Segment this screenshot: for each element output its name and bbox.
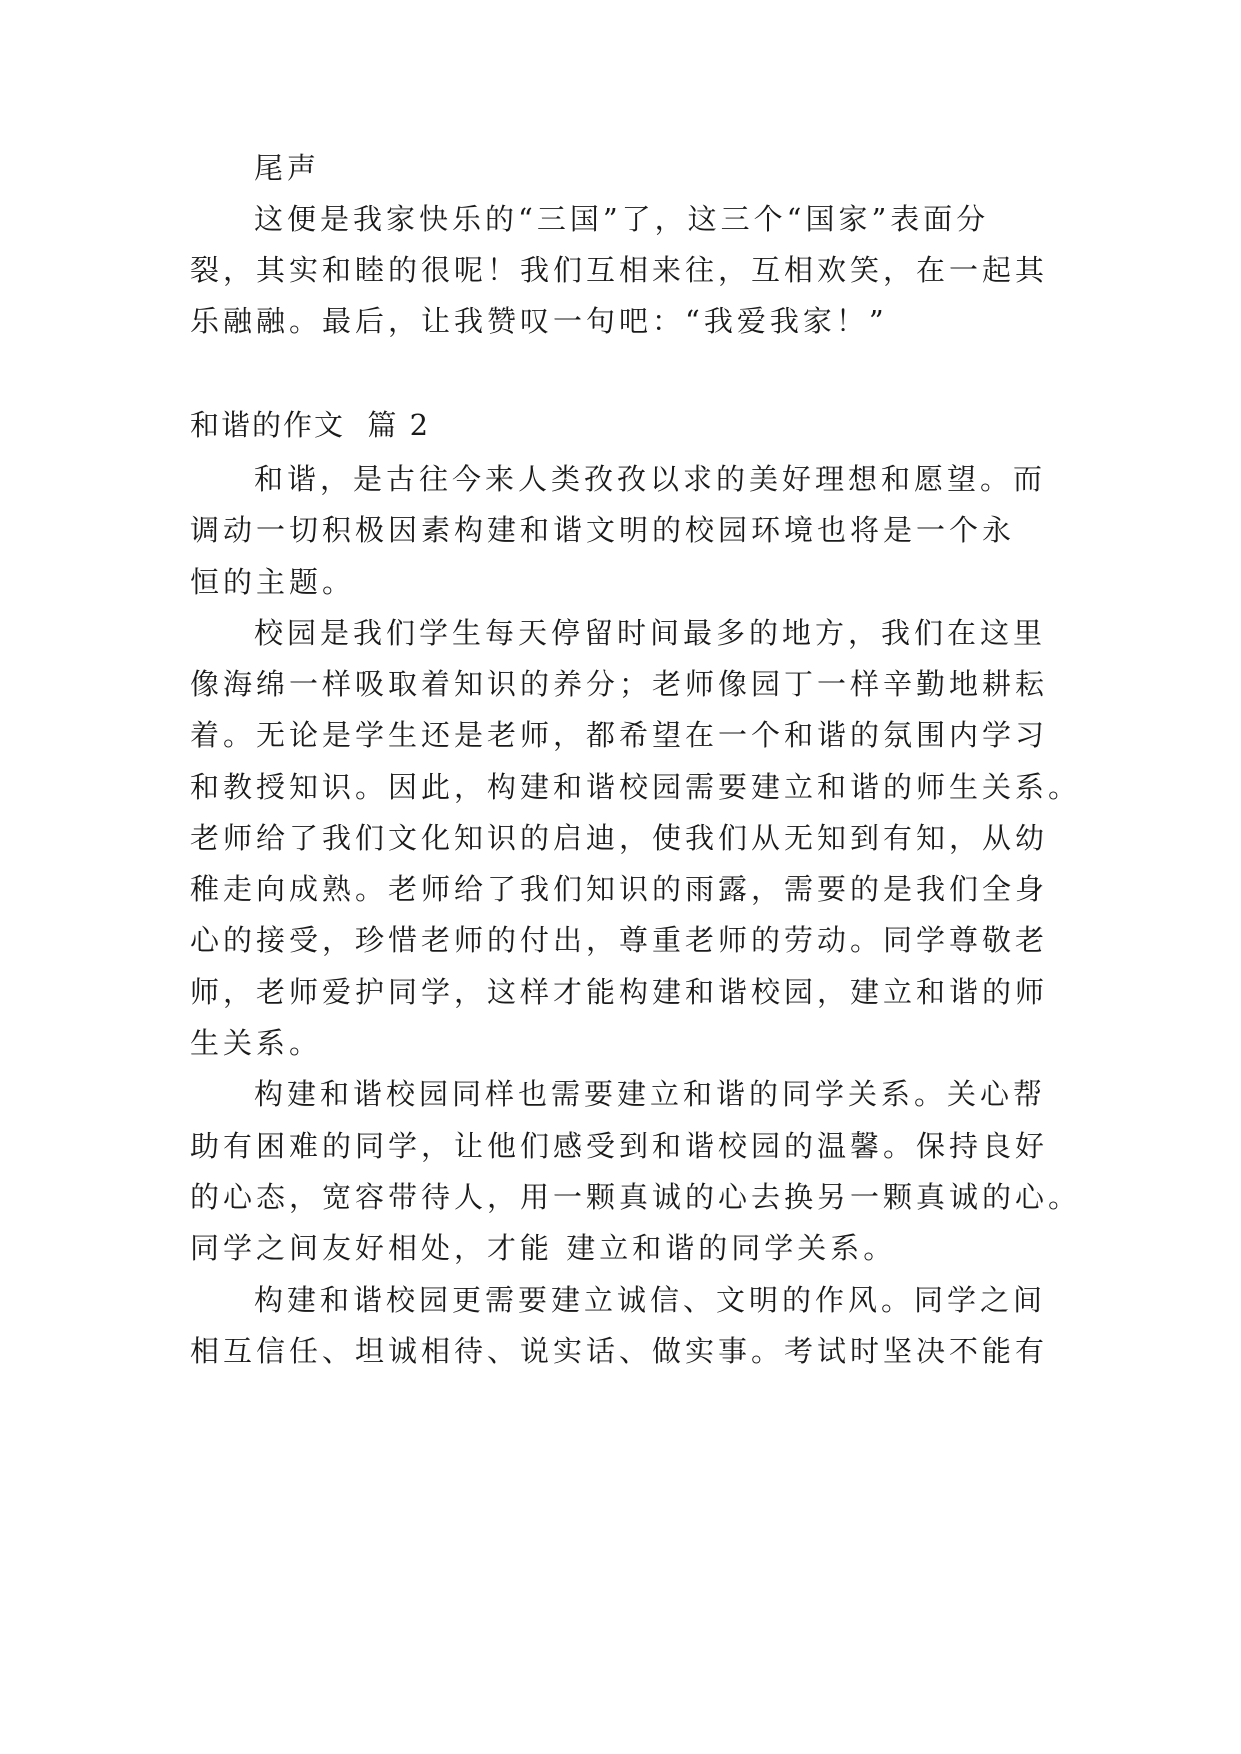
section-end-title: 尾声 (254, 151, 321, 185)
paragraph-line: 和谐，是古往今来人类孜孜以求的美好理想和愿望。而 (254, 462, 1047, 496)
paragraph-line: 构建和谐校园同样也需要建立和谐的同学关系。关心帮 (254, 1077, 1047, 1111)
paragraph-line: 校园是我们学生每天停留时间最多的地方，我们在这里 (254, 616, 1047, 650)
paragraph-line: 像海绵一样吸取着知识的养分；老师像园丁一样辛勤地耕耘 (190, 667, 1049, 701)
paragraph-line: 调动一切积极因素构建和谐文明的校园环境也将是一个永 (190, 513, 1016, 547)
paragraph-line: 相互信任、坦诚相待、说实话、做实事。考试时坚决不能有 (190, 1334, 1049, 1368)
paragraph-line: 稚走向成熟。老师给了我们知识的雨露，需要的是我们全身 (190, 872, 1049, 906)
essay-heading: 和谐的作文 篇 2 (190, 408, 431, 442)
paragraph-line: 着。无论是学生还是老师，都希望在一个和谐的氛围内学习 (190, 718, 1049, 752)
paragraph-line: 的心态，宽容带待人，用一颗真诚的心去换另一颗真诚的心。 (190, 1180, 1082, 1214)
paragraph-line: 老师给了我们文化知识的启迪，使我们从无知到有知，从幼 (190, 821, 1049, 855)
paragraph-line: 构建和谐校园更需要建立诚信、文明的作风。同学之间 (254, 1283, 1047, 1317)
paragraph-line: 心的接受，珍惜老师的付出，尊重老师的劳动。同学尊敬老 (190, 923, 1049, 957)
paragraph-line: 这便是我家快乐的“三国”了，这三个“国家”表面分 (254, 202, 990, 236)
paragraph-line: 恒的主题。 (190, 565, 356, 599)
paragraph-line: 和教授知识。因此，构建和谐校园需要建立和谐的师生关系。 (190, 770, 1082, 804)
paragraph-line: 助有困难的同学，让他们感受到和谐校园的温馨。保持良好 (190, 1129, 1049, 1163)
paragraph-line: 生关系。 (190, 1026, 323, 1060)
paragraph-line: 乐融融。最后，让我赞叹一句吧：“我爱我家！” (190, 304, 888, 338)
paragraph-line: 同学之间友好相处，才能 建立和谐的同学关系。 (190, 1231, 897, 1265)
paragraph-line: 师，老师爱护同学，这样才能构建和谐校园，建立和谐的师 (190, 975, 1049, 1009)
paragraph-line: 裂，其实和睦的很呢！我们互相来往，互相欢笑，在一起其 (190, 253, 1049, 287)
